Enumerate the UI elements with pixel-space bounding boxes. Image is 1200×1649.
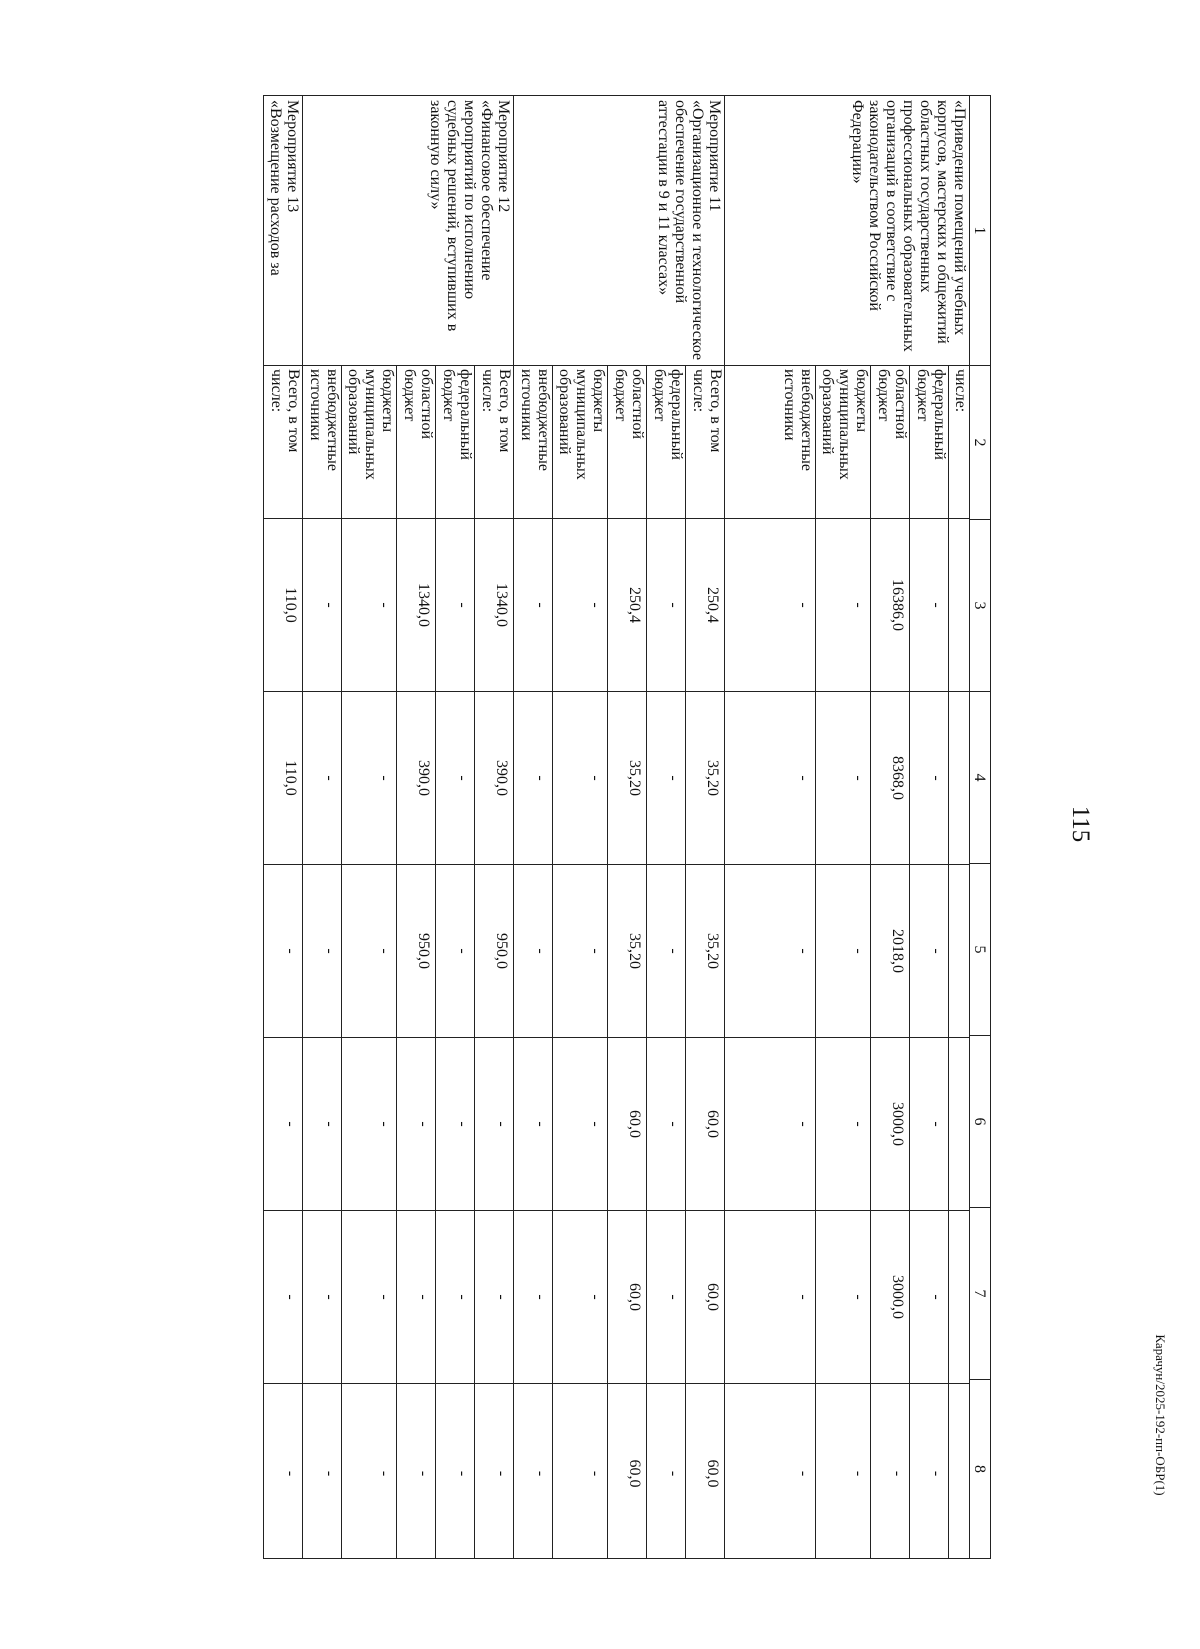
column-number: 7 (970, 1208, 991, 1380)
amount-cell: 35,20 (608, 692, 646, 865)
amount-cell: - (342, 865, 396, 1038)
amount-cell: - (553, 692, 607, 865)
amount-cell: - (493, 1470, 510, 1477)
funding-rows (725, 366, 969, 1558)
column-number: 2 (970, 366, 991, 520)
amount-cell: - (725, 692, 815, 865)
amount-cell: - (816, 865, 870, 1038)
amount-cell: - (647, 1211, 685, 1384)
measure-name: «Приведение помещений учебных корпусов, мастерских и общежитий областных государственных профессиональных образовательных организаций в соответствие с законодательством Российской Федерации» (725, 96, 970, 366)
amount-cell: - (647, 692, 685, 865)
amount-cell: - (264, 865, 302, 1038)
measure-name: Мероприятие 12 «Финансовое обеспечение мероприятий по исполнению судебных решений, вступивших в законную силу» (303, 96, 514, 366)
amount-cell: - (303, 519, 341, 692)
funding-row (870, 366, 909, 1558)
amount-cell: - (725, 1211, 815, 1384)
amount-cell (949, 692, 969, 865)
amount-cell: - (910, 1211, 948, 1384)
funding-row (607, 366, 646, 1558)
amount-cell: - (647, 865, 685, 1038)
amount-cell: 60,0 (704, 1459, 721, 1488)
amount-cell: 35,20 (686, 865, 724, 1038)
amount-cell: - (514, 1211, 552, 1384)
amount-cell: - (397, 1038, 435, 1211)
amount-cell: - (816, 1211, 870, 1384)
funding-row (948, 366, 969, 1558)
amount-cell: - (514, 1038, 552, 1211)
column-number: 3 (970, 520, 991, 692)
funding-row (646, 366, 685, 1558)
column-number: 4 (970, 692, 991, 864)
amount-cell: - (910, 519, 948, 692)
amount-cell: - (928, 1470, 945, 1477)
amount-cell: - (454, 1470, 471, 1477)
amount-cell: - (475, 1038, 513, 1211)
amount-cell: - (553, 865, 607, 1038)
amount-cell: 110,0 (264, 692, 302, 865)
amount-cell: - (321, 1470, 338, 1477)
amount-cell: 8368,0 (871, 692, 909, 865)
measure-name: Мероприятие 13 «Возмещение расходов за (264, 96, 303, 366)
amount-cell: - (553, 519, 607, 692)
funding-source-label: бюджеты муниципальных образований (553, 366, 607, 519)
table-row (725, 96, 970, 1559)
amount-cell: 950,0 (397, 865, 435, 1038)
amount-cell: - (647, 1038, 685, 1211)
funding-source-label: внебюджетные источники (514, 366, 552, 519)
amount-cell: - (303, 865, 341, 1038)
amount-cell: 60,0 (608, 1038, 646, 1211)
amount-cell: - (303, 692, 341, 865)
amount-cell: - (436, 1038, 474, 1211)
amount-cell: 950,0 (475, 865, 513, 1038)
amount-cell: 16386,0 (871, 519, 909, 692)
column-number: 1 (970, 96, 991, 366)
funding-row (514, 366, 552, 1558)
amount-cell: 110,0 (264, 519, 302, 692)
amount-cell (949, 1038, 969, 1211)
amount-cell: - (553, 1211, 607, 1384)
amount-cell: - (795, 1470, 812, 1477)
amount-cell: 2018,0 (871, 865, 909, 1038)
funding-source-label: внебюджетные источники (725, 366, 815, 519)
column-number: 6 (970, 1036, 991, 1208)
amount-cell: - (436, 692, 474, 865)
amount-cell: - (889, 1470, 906, 1477)
amount-cell: 390,0 (475, 692, 513, 865)
funding-source-label: числе: (949, 366, 969, 519)
amount-cell: 35,20 (686, 692, 724, 865)
funding-rows (264, 366, 302, 1558)
funding-source-label: федеральный бюджет (910, 366, 948, 519)
funding-row (815, 366, 870, 1558)
amount-cell: - (587, 1470, 604, 1477)
amount-cell: 60,0 (608, 1211, 646, 1384)
funding-source-label: Всего, в том числе: (264, 366, 302, 519)
amount-cell: 1340,0 (397, 519, 435, 692)
amount-cell: - (342, 1211, 396, 1384)
table-row (264, 96, 303, 1559)
amount-cell: - (342, 1038, 396, 1211)
column-number-row (970, 96, 991, 1559)
funding-source-label: областной бюджет (608, 366, 646, 519)
amount-cell: - (264, 1211, 302, 1384)
funding-row (909, 366, 948, 1558)
amount-cell: - (725, 1038, 815, 1211)
funding-row (725, 366, 815, 1558)
amount-cell: - (376, 1470, 393, 1477)
amount-cell: - (475, 1211, 513, 1384)
funding-source-label: Всего, в том числе: (475, 366, 513, 519)
amount-cell: - (910, 865, 948, 1038)
amount-cell: - (264, 1038, 302, 1211)
amount-cell: - (415, 1470, 432, 1477)
amount-cell: 35,20 (608, 865, 646, 1038)
funding-source-label: областной бюджет (397, 366, 435, 519)
amount-cell: - (282, 1470, 299, 1477)
table-row (514, 96, 725, 1559)
funding-row (341, 366, 396, 1558)
funding-source-label: областной бюджет (871, 366, 909, 519)
amount-cell: 1340,0 (475, 519, 513, 692)
budget-table (263, 95, 991, 1559)
amount-cell: 3000,0 (871, 1211, 909, 1384)
amount-cell: - (850, 1470, 867, 1477)
funding-row (396, 366, 435, 1558)
amount-cell: - (436, 1211, 474, 1384)
amount-cell: - (553, 1038, 607, 1211)
funding-source-label: федеральный бюджет (436, 366, 474, 519)
amount-cell: - (910, 1038, 948, 1211)
amount-cell (949, 519, 969, 692)
amount-cell: - (436, 519, 474, 692)
funding-source-label: бюджеты муниципальных образований (816, 366, 870, 519)
amount-cell: - (816, 692, 870, 865)
amount-cell: 60,0 (686, 1211, 724, 1384)
amount-cell: - (342, 519, 396, 692)
amount-cell: - (342, 692, 396, 865)
amount-cell: 3000,0 (871, 1038, 909, 1211)
amount-cell (949, 865, 969, 1038)
amount-cell: - (910, 692, 948, 865)
amount-cell: - (514, 519, 552, 692)
funding-row (303, 366, 341, 1558)
amount-cell: - (436, 865, 474, 1038)
amount-cell: 60,0 (686, 1038, 724, 1211)
amount-cell: - (514, 865, 552, 1038)
funding-source-label: внебюджетные источники (303, 366, 341, 519)
amount-cell: - (816, 519, 870, 692)
funding-rows (303, 366, 513, 1558)
amount-cell: - (303, 1211, 341, 1384)
amount-cell: - (397, 1211, 435, 1384)
amount-cell: 250,4 (608, 519, 646, 692)
amount-cell: - (665, 1470, 682, 1477)
amount-cell: 60,0 (626, 1459, 643, 1488)
column-number: 8 (970, 1380, 991, 1559)
table-row (303, 96, 514, 1559)
amount-cell: - (647, 519, 685, 692)
amount-cell (949, 1384, 969, 1563)
amount-cell: - (514, 692, 552, 865)
funding-row (552, 366, 607, 1558)
measure-name: Мероприятие 11 «Организационное и технологическое обеспечение государственной аттестации в 9 и 11 классах» (514, 96, 725, 366)
page-number: 115 (1067, 805, 1094, 843)
funding-source-label: бюджеты муниципальных образований (342, 366, 396, 519)
funding-row (264, 366, 302, 1558)
amount-cell: - (532, 1470, 549, 1477)
amount-cell: 250,4 (686, 519, 724, 692)
funding-source-label: Всего, в том числе: (686, 366, 724, 519)
amount-cell (949, 1211, 969, 1384)
funding-row (685, 366, 724, 1558)
amount-cell: - (725, 865, 815, 1038)
funding-source-label: федеральный бюджет (647, 366, 685, 519)
funding-row (435, 366, 474, 1558)
funding-rows (514, 366, 724, 1558)
document-code: Карачун/2025-192-пп-ОБР(1) (1153, 1334, 1168, 1496)
funding-row (474, 366, 513, 1558)
rotated-table-container (104, 95, 991, 1558)
amount-cell: 390,0 (397, 692, 435, 865)
amount-cell: - (725, 519, 815, 692)
amount-cell: - (303, 1038, 341, 1211)
column-number: 5 (970, 864, 991, 1036)
amount-cell: - (816, 1038, 870, 1211)
